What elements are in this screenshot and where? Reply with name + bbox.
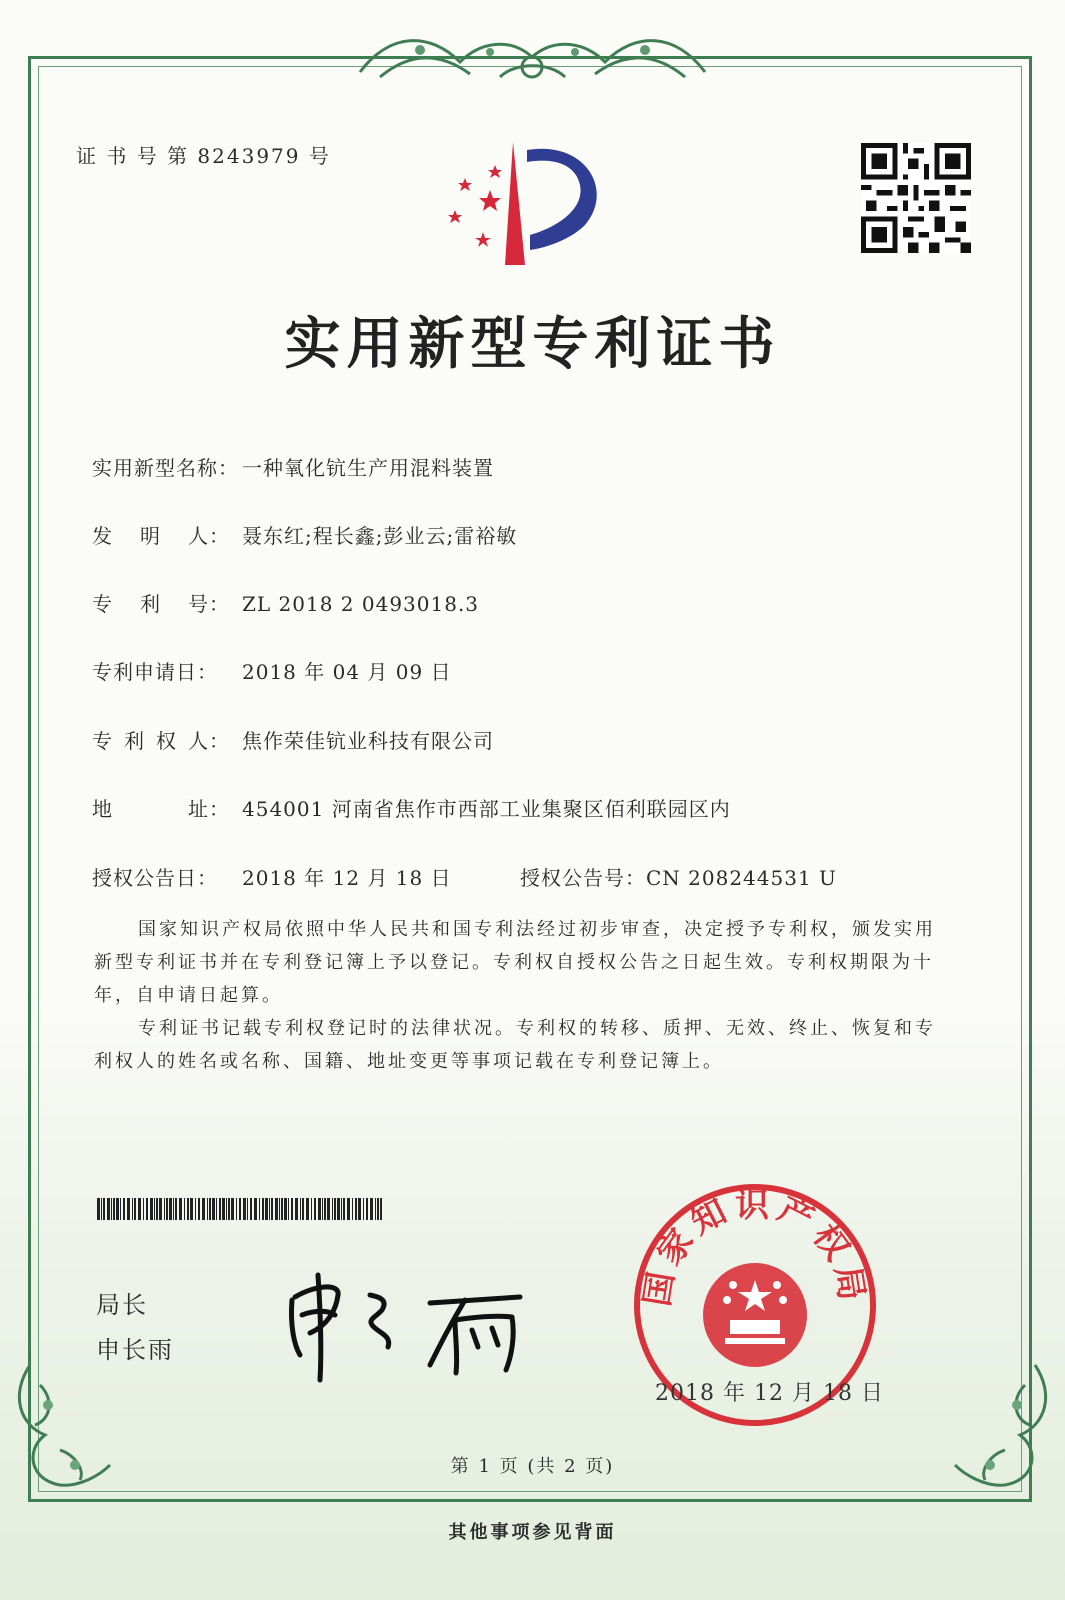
- director-name: 申长雨: [96, 1336, 174, 1364]
- field-patentee: [92, 725, 494, 754]
- field-grant-number: [520, 862, 837, 891]
- cnipa-logo-icon: [435, 130, 615, 270]
- qr-code-icon[interactable]: [861, 143, 971, 253]
- footer-note: 其他事项参见背面: [448, 1522, 617, 1543]
- field-address: [92, 793, 731, 822]
- field-value: 2018 年 12 月 18 日: [242, 866, 452, 890]
- barcode-icon: [97, 1198, 382, 1220]
- handwritten-signature-icon: [280, 1255, 530, 1385]
- field-value: 454001 河南省焦作市西部工业集聚区佰利联园区内: [242, 797, 731, 821]
- top-ornament-icon: [350, 22, 715, 92]
- field-value: 一种氧化钪生产用混料装置: [242, 456, 494, 480]
- field-name: [92, 452, 494, 481]
- page-indicator: 第 1 页 (共 2 页): [450, 1456, 615, 1477]
- field-value: 2018 年 04 月 09 日: [242, 660, 452, 684]
- certificate-title: 实用新型专利证书: [284, 311, 781, 377]
- certificate-number: 证 书 号 第 8243979 号: [76, 144, 331, 168]
- field-grant-date: [92, 862, 452, 891]
- field-label: 授权公告日：: [92, 866, 218, 890]
- field-value: 焦作荣佳钪业科技有限公司: [242, 729, 494, 753]
- field-label: 专 利 权 人：: [92, 729, 230, 753]
- field-label: 实用新型名称：: [92, 456, 239, 480]
- field-value: ZL 2018 2 0493018.3: [242, 592, 480, 616]
- statement-paragraph: 国家知识产权局依照中华人民共和国专利法经过初步审查，决定授予专利权，颁发实用新型专利证书并在专利登记簿上予以登记。专利权自授权公告之日起生效。专利权期限为十年，自申请日起算。: [94, 919, 936, 1006]
- field-label: 授权公告号：: [520, 866, 646, 890]
- director-title: 局长: [96, 1291, 148, 1319]
- field-filing-date: [92, 656, 452, 685]
- field-label: 地 址：: [92, 797, 230, 821]
- field-inventor: [92, 520, 517, 549]
- field-value: CN 208244531 U: [646, 866, 837, 890]
- svg-text:国家知识产权局: 国家知识产权局: [637, 1185, 873, 1310]
- seal-date: 2018 年 12 月 18 日: [655, 1381, 884, 1406]
- statement-paragraph: 专利证书记载专利权登记时的法律状况。专利权的转移、质押、无效、终止、恢复和专利权人的姓名或名称、国籍、地址变更等事项记载在专利登记簿上。: [94, 1018, 936, 1072]
- field-label: 专利申请日：: [92, 660, 218, 684]
- field-value: 聂东红;程长鑫;彭业云;雷裕敏: [242, 524, 518, 548]
- field-label: 专 利 号：: [92, 592, 230, 616]
- field-label: 发 明 人：: [92, 524, 230, 548]
- field-patent-number: [92, 588, 479, 617]
